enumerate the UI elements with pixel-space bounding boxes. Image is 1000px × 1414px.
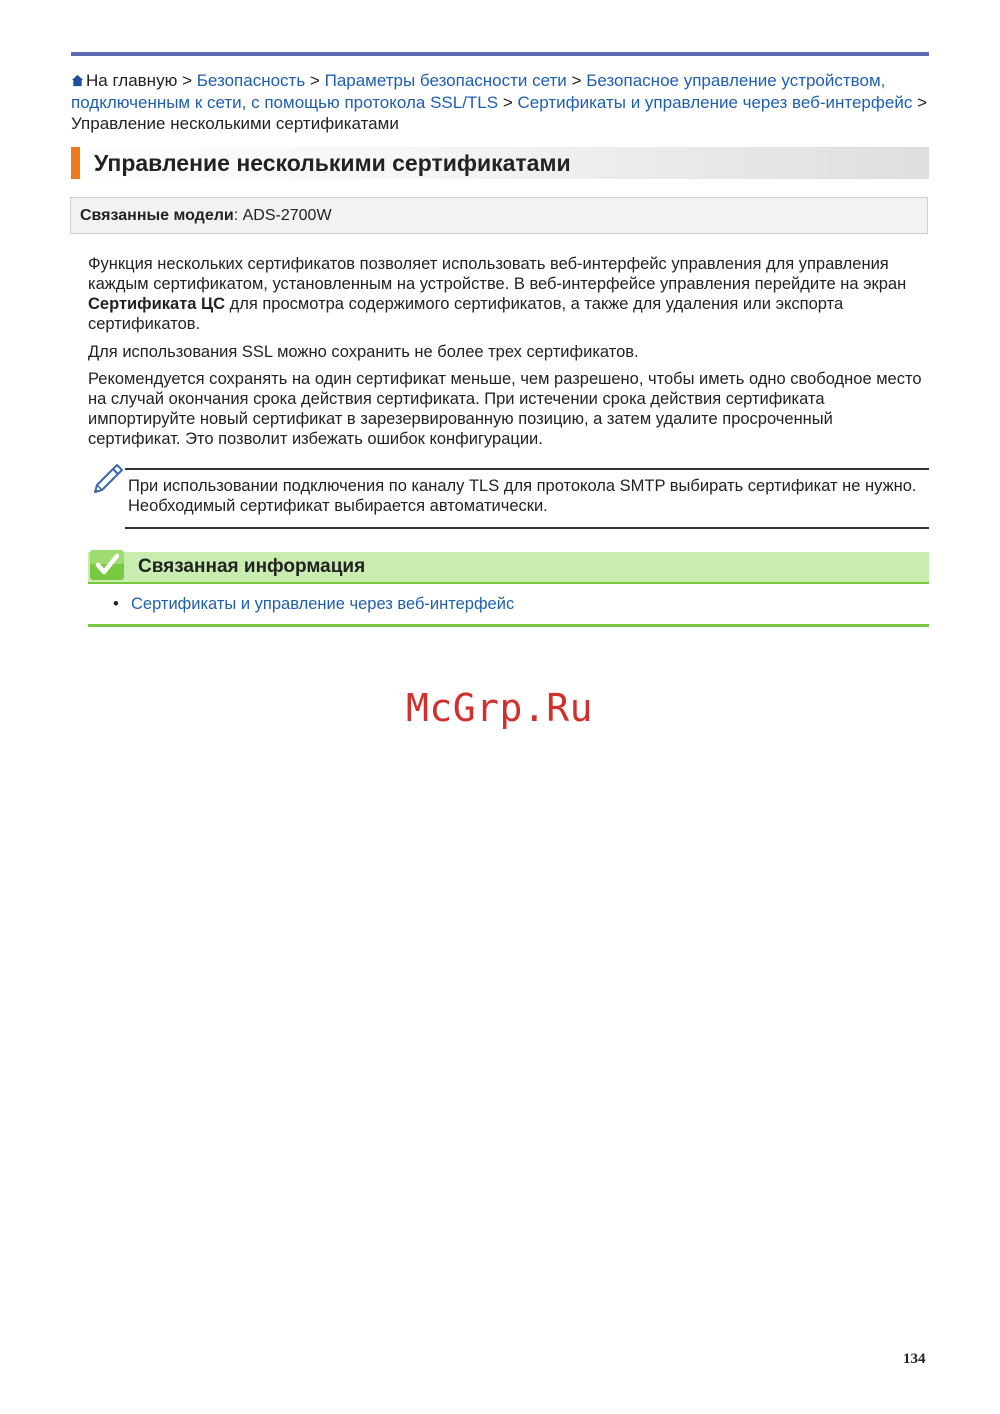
paragraph-3: Рекомендуется сохранять на один сертификат меньше, чем разрешено, чтобы иметь одно свободное место на случай окончания срока действия сертификата. При истечении срока действия сертификата импортируйте новый сертификат в зарезервированную позицию, а затем удалите просроченный сертификат. Это позволит избежать ошибок конфигурации. bbox=[88, 370, 922, 448]
title-accent bbox=[71, 147, 80, 179]
list-item bbox=[113, 594, 514, 614]
related-models-label: Связанные модели bbox=[80, 207, 234, 224]
breadcrumb-sep: > bbox=[309, 71, 320, 90]
note-bottom-rule bbox=[125, 527, 929, 529]
note-top-rule bbox=[125, 468, 929, 470]
related-info-title: Связанная информация bbox=[138, 556, 366, 577]
check-icon bbox=[88, 548, 126, 582]
breadcrumb-sep: > bbox=[182, 71, 192, 90]
breadcrumb-link-ssl-tls[interactable]: Безопасное управление устройством, подключенным к сети, с помощью протокола SSL/TLS bbox=[71, 71, 886, 112]
bullet: • bbox=[113, 595, 119, 613]
breadcrumb-link-network-security[interactable]: Параметры безопасности сети bbox=[324, 71, 567, 90]
breadcrumb-link-security[interactable]: Безопасность bbox=[196, 71, 306, 90]
breadcrumb bbox=[71, 70, 941, 135]
top-rule bbox=[71, 52, 929, 56]
watermark: McGrp.Ru bbox=[406, 686, 594, 730]
related-models-box bbox=[70, 197, 928, 234]
home-icon[interactable] bbox=[71, 74, 84, 87]
note-text: При использовании подключения по каналу TLS для протокола SMTP выбирать сертификат не нужно. Необходимый сертификат выбирается автоматически. bbox=[128, 477, 917, 515]
paragraph-1-text-end: для просмотра содержимого сертификатов, а также для удаления или экспорта сертификатов. bbox=[88, 295, 844, 333]
related-links-list bbox=[113, 594, 514, 614]
page-title-bar bbox=[71, 147, 929, 179]
related-models: Связанные модели: ADS-2700W bbox=[80, 207, 332, 224]
breadcrumb-sep: > bbox=[571, 71, 582, 90]
breadcrumb-current: Управление несколькими сертификатами bbox=[71, 114, 399, 133]
breadcrumb-sep: > bbox=[917, 92, 927, 112]
related-link-certificates[interactable]: Сертификаты и управление через веб-интерфейс bbox=[131, 595, 515, 613]
breadcrumb-link-certificates[interactable]: Сертификаты и управление через веб-интерфейс bbox=[517, 92, 913, 112]
paragraph-1-bold: Сертификата ЦС bbox=[88, 295, 226, 313]
paragraph-2: Для использования SSL можно сохранить не более трех сертификатов. bbox=[88, 343, 639, 361]
page-title: Управление несколькими сертификатами bbox=[94, 150, 571, 176]
page-number: 134 bbox=[903, 1351, 926, 1367]
related-models-value: ADS-2700W bbox=[242, 207, 332, 224]
paragraph-1 bbox=[88, 254, 928, 334]
breadcrumb-sep: > bbox=[502, 92, 513, 112]
paragraph-1-text: Функция нескольких сертификатов позволяет использовать веб-интерфейс управления для управления каждым сертификатом, установленным на устройстве. В веб-интерфейсе управления перейдите на экран bbox=[88, 255, 907, 293]
related-bottom-rule bbox=[88, 624, 929, 627]
breadcrumb-home[interactable]: На главную bbox=[86, 71, 178, 90]
pencil-icon bbox=[91, 462, 125, 496]
